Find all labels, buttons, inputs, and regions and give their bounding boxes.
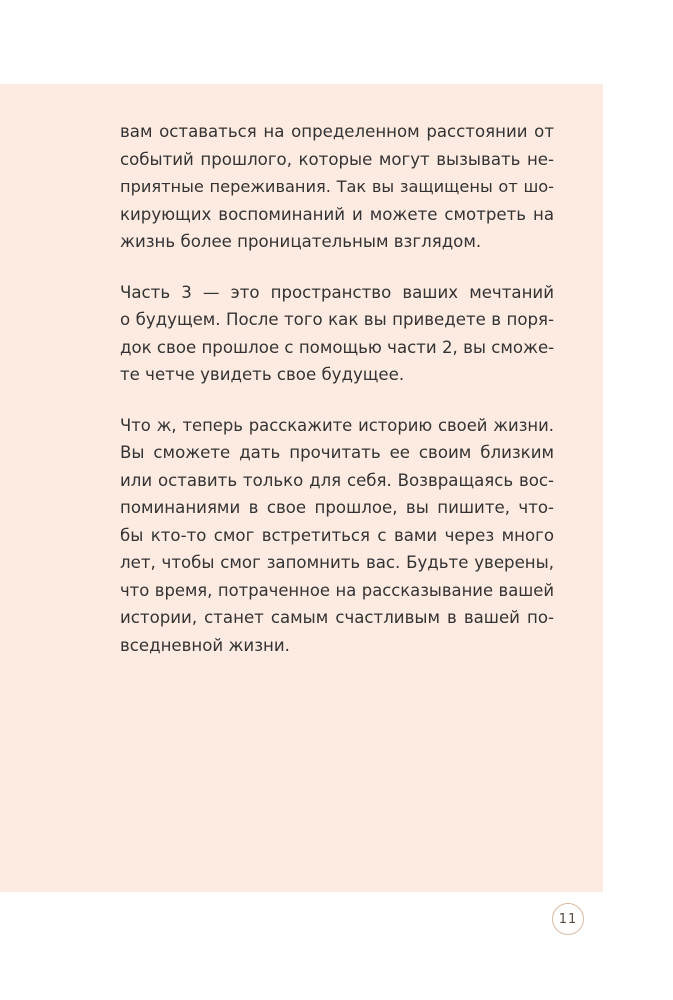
text-line: лет, чтобы смог запомнить вас. Будьте уверены, [120, 553, 554, 572]
text-line: что время, потраченное на рассказывание вашей [120, 580, 554, 600]
text-line: вседневной жизни. [120, 635, 290, 655]
paragraph-2 [120, 279, 554, 389]
text-line: док свое прошлое с помощью части 2, вы сможе- [120, 337, 555, 357]
text-line: те четче увидеть свое будущее. [120, 365, 405, 384]
text-line: событий прошлого, которые могут вызывать не- [120, 149, 554, 169]
text-line: Вы сможете дать прочитать ее своим близким [120, 443, 554, 462]
text-line: Часть 3 — это пространство ваших мечтаний [120, 282, 554, 302]
text-line: вам оставаться на определенном расстоянии от [120, 122, 554, 141]
text-line: Что ж, теперь расскажите историю своей жизни. [120, 415, 554, 435]
text-line: или оставить только для себя. Возвращаясь вос- [120, 470, 554, 490]
body-text [120, 118, 554, 682]
page-number: 11 [552, 903, 584, 935]
text-line: истории, станет самым счастливым в вашей по- [120, 608, 554, 627]
text-line: приятные переживания. Так вы защищены от шо- [120, 177, 554, 196]
text-line: кирующих воспоминаний и можете смотреть на [120, 204, 554, 224]
text-line: жизнь более проницательным взглядом. [120, 232, 482, 251]
paragraph-3 [120, 412, 554, 660]
text-line: бы кто-то смог встретиться с вами через много [120, 525, 554, 545]
paragraph-1 [120, 118, 554, 256]
text-line: поминаниями в свое прошлое, вы пишите, что- [120, 498, 554, 517]
text-line: о будущем. После того как вы приведете в поря- [120, 310, 554, 329]
